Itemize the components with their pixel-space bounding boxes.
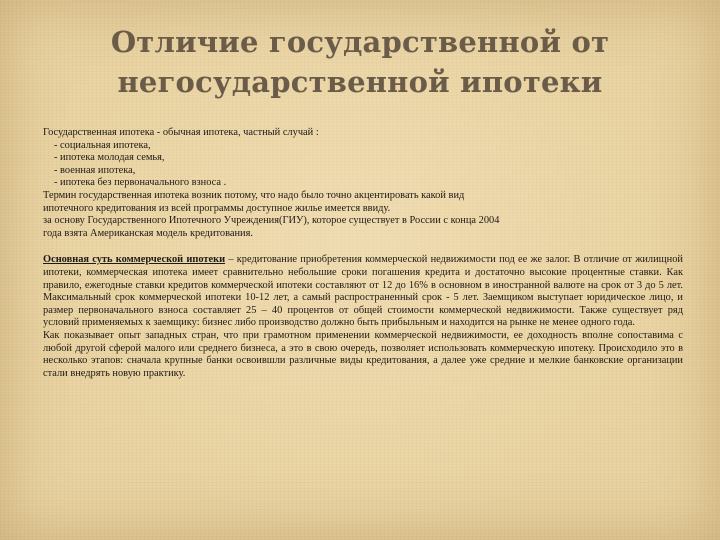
basis-line-2: года взята Американская модель кредитования. [43,227,253,239]
basis-line-1: за основу Государственного Ипотечного Учреждения(ГИУ), которое существует в России с конца 2004 [43,215,500,227]
list-item: - ипотека молодая семья, [54,152,165,164]
paragraph-gap [43,240,683,254]
slide-title [40,22,680,102]
intro-lead: Государственная ипотека - обычная ипотека, частный случай : [43,127,319,138]
commercial-text: – кредитование приобретения коммерческой недвижимости под ее же залог. В отличие от жилищной ипотеки, коммерческая ипотека имеет сравнительно небольшие сроки погашения кредита и достаточно высокие процентные ставки. Как правило, ежегодные ставки кредитов коммерческой ипотеки составляют от 12 до 16% в основном в иностранной валюте на срок от 3 до 5 лет. Максимальный срок коммерческой ипотеки 10-12 лет, а самый распространенный срок - 5 лет. Заемщиком выступает юридическое лицо, и размер первоначального взноса составляет 25 – 40 процентов от общей стоимости коммерческой недвижимости. Также существует ряд условий применяемых к заемщику: бизнес либо производство должно быть прибыльным и находится на рынке не менее одного года. [43,254,683,329]
list-item: - социальная ипотека, [54,139,151,151]
title-line-1: Отличие государственной от [110,25,610,59]
title-line-2: негосударственной ипотеки [117,65,603,99]
term-line-1: Термин государственная ипотека возник потому, что надо было точно акцентировать какой вид [43,189,465,201]
western-experience-paragraph: Как показывает опыт западных стран, что при грамотном применении коммерческой недвижимости, ее доходность вполне сопоставима с любой другой сферой малого или среднего бизнеса, а это в свою очередь, позволяет использовать коммерческую ипотеку. Происходило это в несколько этапов: сначала крупные банки освоившли различные виды кредитования, а далее уже средние и мелкие банковские организации стали внедрять новую практику. [43,329,683,379]
commercial-term: Основная суть коммерческой ипотеки [43,254,226,266]
list-item: - военная ипотека, [54,164,136,176]
slide-body [43,127,683,380]
commercial-paragraph [43,254,683,330]
list-item: - ипотека без первоначального взноса . [54,177,227,189]
term-line-2: ипотечного кредитования из всей программы доступное жилье имеется ввиду. [43,202,391,214]
